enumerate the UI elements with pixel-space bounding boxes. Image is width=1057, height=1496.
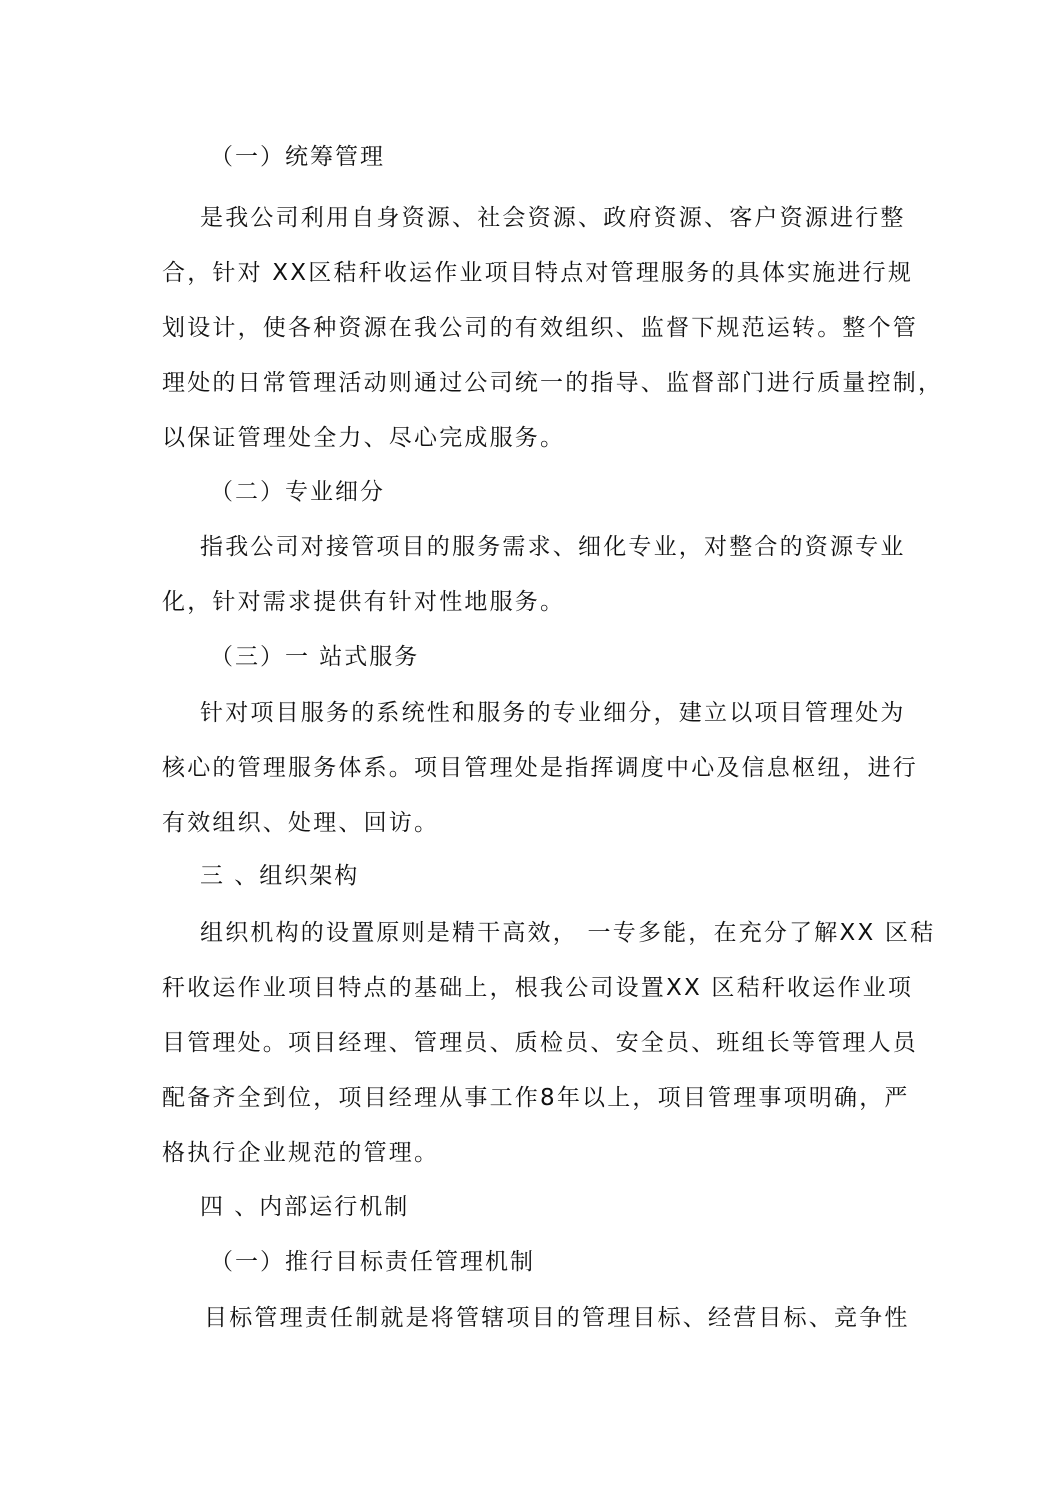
paragraph-line: 格执行企业规范的管理。	[162, 1140, 440, 1166]
section-heading: （一）推行目标责任管理机制	[210, 1249, 535, 1275]
paragraph-line: 合，针对 XX区秸秆收运作业项目特点对管理服务的具体实施进行规	[162, 260, 914, 286]
section-heading: （一）统筹管理	[210, 144, 385, 170]
section-heading: （三）一 站式服务	[210, 644, 420, 670]
section-heading: 四 、内部运行机制	[200, 1194, 410, 1220]
paragraph-line: 组织机构的设置原则是精干高效， 一专多能，在充分了解XX 区秸	[200, 920, 936, 946]
paragraph-line: 配备齐全到位，项目经理从事工作8年以上，项目管理事项明确，严	[162, 1085, 910, 1111]
paragraph-line: 理处的日常管理活动则通过公司统一的指导、监督部门进行质量控制，	[162, 370, 944, 396]
paragraph-line: 以保证管理处全力、尽心完成服务。	[162, 425, 566, 451]
paragraph-line: 有效组织、处理、回访。	[162, 810, 440, 836]
paragraph-line: 指我公司对接管项目的服务需求、细化专业，对整合的资源专业	[200, 534, 906, 560]
paragraph-line: 划设计，使各种资源在我公司的有效组织、监督下规范运转。整个管	[162, 315, 918, 341]
paragraph-line: 目管理处。项目经理、管理员、质检员、安全员、班组长等管理人员	[162, 1030, 918, 1056]
section-heading: （二）专业细分	[210, 479, 385, 505]
paragraph-line: 针对项目服务的系统性和服务的专业细分，建立以项目管理处为	[200, 700, 906, 726]
paragraph-line: 是我公司利用自身资源、社会资源、政府资源、客户资源进行整	[200, 205, 906, 231]
paragraph-line: 秆收运作业项目特点的基础上，根我公司设置XX 区秸秆收运作业项	[162, 975, 914, 1001]
paragraph-line: 化，针对需求提供有针对性地服务。	[162, 589, 566, 615]
paragraph-line: 目标管理责任制就是将管辖项目的管理目标、经营目标、竞争性	[204, 1305, 910, 1331]
section-heading: 三 、组织架构	[200, 863, 360, 889]
paragraph-line: 核心的管理服务体系。项目管理处是指挥调度中心及信息枢纽，进行	[162, 755, 918, 781]
